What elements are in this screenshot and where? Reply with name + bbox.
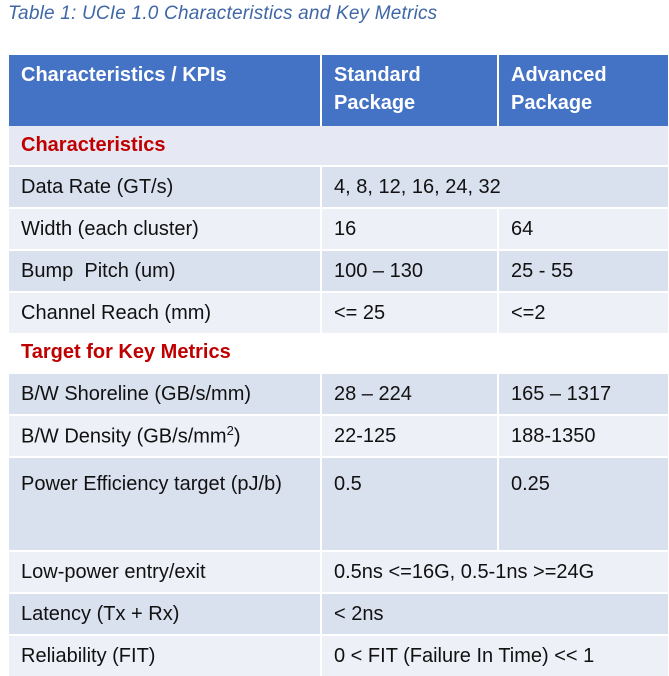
standard-value: 0.5 [321, 457, 498, 551]
row-value: 0 < FIT (Failure In Time) << 1 [321, 635, 668, 676]
table-row [9, 166, 668, 208]
table-row [9, 551, 668, 593]
table-caption: Table 1: UCIe 1.0 Characteristics and Key Metrics [8, 3, 438, 24]
row-label: Power Efficiency target (pJ/b) [9, 457, 321, 551]
row-label: Data Rate (GT/s) [9, 166, 321, 208]
standard-value: <= 25 [321, 292, 498, 333]
advanced-value: 165 – 1317 [498, 373, 668, 415]
section-title-metrics: Target for Key Metrics [9, 333, 668, 373]
advanced-value: 64 [498, 208, 668, 250]
table-row [9, 415, 668, 457]
row-label-text: B/W Density (GB/s/mm [21, 425, 227, 448]
advanced-value: 188-1350 [498, 415, 668, 457]
section-row-metrics [9, 333, 668, 373]
table-row [9, 457, 668, 551]
table-row [9, 373, 668, 415]
row-label: Low-power entry/exit [9, 551, 321, 593]
section-title-characteristics: Characteristics [9, 126, 668, 166]
table-row [9, 208, 668, 250]
row-label [9, 415, 321, 457]
standard-value: 28 – 224 [321, 373, 498, 415]
table-row [9, 593, 668, 635]
row-label: Reliability (FIT) [9, 635, 321, 676]
row-value: 4, 8, 12, 16, 24, 32 [321, 166, 668, 208]
header-standard-package: Standard Package [321, 55, 498, 126]
header-row [9, 55, 668, 126]
row-label: B/W Shoreline (GB/s/mm) [9, 373, 321, 415]
table-row [9, 635, 668, 676]
standard-value: 22-125 [321, 415, 498, 457]
standard-value: 16 [321, 208, 498, 250]
section-row-characteristics [9, 126, 668, 166]
row-label: Bump Pitch (um) [9, 250, 321, 292]
row-label: Channel Reach (mm) [9, 292, 321, 333]
table-row [9, 292, 668, 333]
standard-value: 100 – 130 [321, 250, 498, 292]
advanced-value: 0.25 [498, 457, 668, 551]
superscript: 2 [226, 423, 234, 439]
advanced-value: <=2 [498, 292, 668, 333]
row-label-end: ) [233, 425, 241, 448]
ucie-metrics-table [9, 55, 668, 676]
header-kpi: Characteristics / KPIs [9, 55, 321, 126]
advanced-value: 25 - 55 [498, 250, 668, 292]
row-value: < 2ns [321, 593, 668, 635]
header-advanced-package: Advanced Package [498, 55, 668, 126]
table-row [9, 250, 668, 292]
row-label: Width (each cluster) [9, 208, 321, 250]
row-label: Latency (Tx + Rx) [9, 593, 321, 635]
row-value: 0.5ns <=16G, 0.5-1ns >=24G [321, 551, 668, 593]
